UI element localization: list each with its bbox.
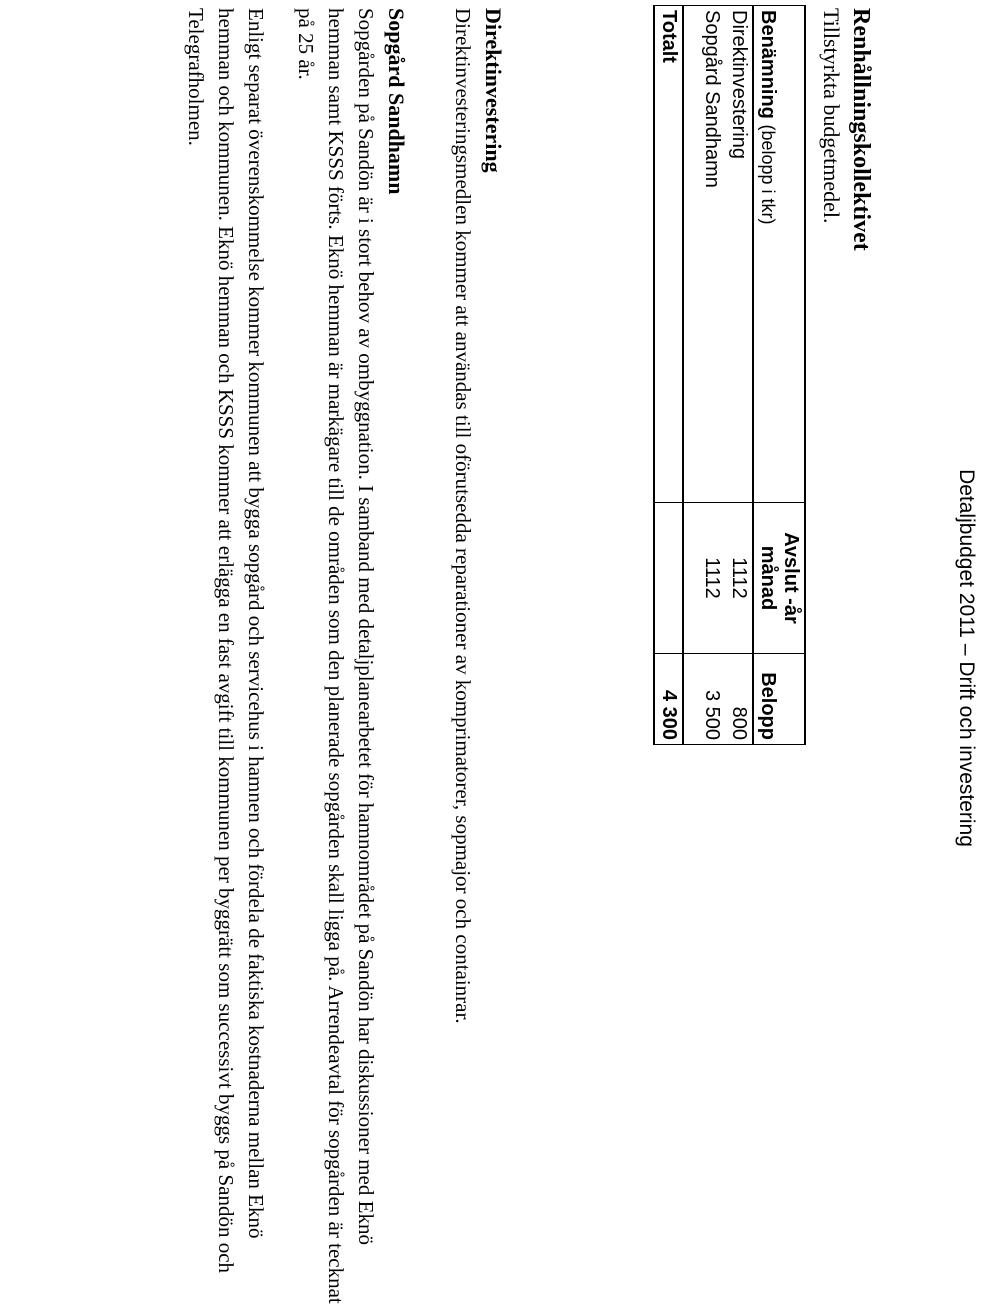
total-amount: 4 300 [654, 654, 683, 745]
direkt-text: Direktinvesteringsmedlen kommer att användas till oförutsedda reparationer av komprimatorer, sopmajor och containrar. [451, 8, 475, 1024]
col-header-name-note: (belopp i tkr) [758, 124, 778, 225]
col-header-month: Avslut -år månad [753, 503, 805, 654]
sopgard-text-2: Enligt separat överenskommelse kommer kommunen att bygga sopgård och servicehus i hamnen och fördela de faktiska kostnaderna mellan Eknö hemman och kommunen. Eknö hemman och KSSS kommer att erlägga en fast avgift till kommunen per byggrätt som successivt byggs på Sandön och Telegrafholmen. [184, 8, 268, 1274]
total-label: Totalt [654, 6, 683, 503]
table-total-row [654, 6, 683, 745]
col-header-name-label: Benämning [757, 10, 779, 119]
table-spacer-row [683, 6, 698, 745]
budget-table [653, 5, 806, 745]
col-header-amount: Belopp [753, 654, 805, 745]
col-header-name [753, 6, 805, 503]
table-row [725, 6, 753, 745]
direkt-heading: Direktinvestering [481, 8, 506, 173]
table-row [698, 6, 725, 745]
sopgard-text: Sopgården på Sandön är i stort behov av ombyggnation. I samband med detaljplanearbetet för hamnområdet på Sandön har diskussioner med Eknö hemman samt KSSS förts. Eknö hemman är markägare till de områden som den planerade sopgården skall ligga på. Arrendeavtal för sopgården är tecknat på 25 år. [294, 8, 378, 1304]
row-name: Sopgård Sandhamn [698, 6, 725, 503]
row-month: 1112 [725, 503, 753, 654]
row-amount: 3 500 [698, 654, 725, 745]
section-subtitle: Tillstyrkta budgetmedel. [819, 8, 844, 224]
row-month: 1112 [698, 503, 725, 654]
row-name: Direktinvestering [725, 6, 753, 503]
sopgard-heading: Sopgård Sandhamn [384, 8, 409, 195]
page-header: Detaljbudget 2011 – Drift och investering [955, 469, 978, 847]
total-month-empty [654, 503, 683, 654]
sopgard-section [181, 8, 411, 1308]
direkt-section [448, 8, 508, 1308]
section-title: Renhållningskollektivet [848, 8, 874, 251]
row-amount: 800 [725, 654, 753, 745]
